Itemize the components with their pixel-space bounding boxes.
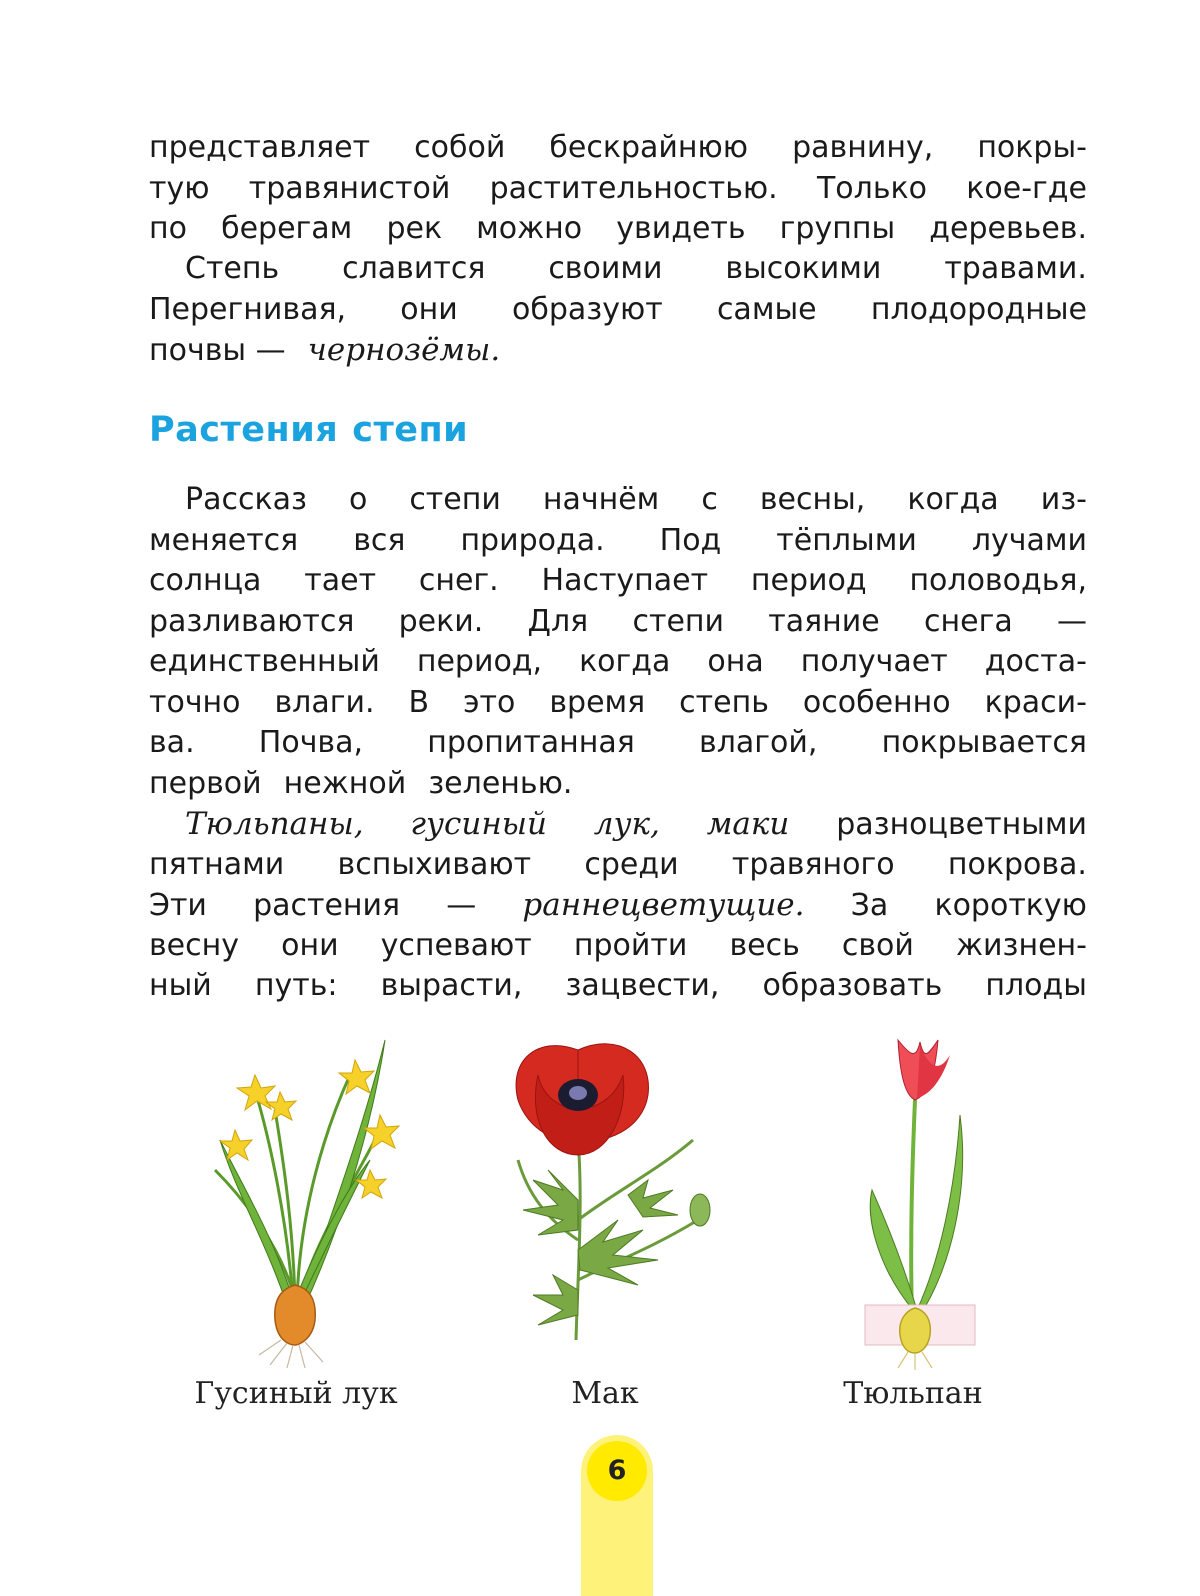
word: бескрайнюю <box>549 130 749 165</box>
text-line <box>149 480 1087 521</box>
word: половодья, <box>909 563 1087 598</box>
word: снега <box>924 603 1013 639</box>
text-line <box>149 683 1087 724</box>
word: природа. <box>460 522 605 558</box>
word: разливаются <box>149 603 355 639</box>
word: За <box>850 888 889 923</box>
word: она <box>707 644 764 679</box>
word: собой <box>414 130 506 165</box>
word: зеленью. <box>428 765 573 801</box>
word: жизнен- <box>955 927 1087 963</box>
word: из- <box>1040 482 1087 517</box>
word: ный <box>149 968 212 1003</box>
word: Наступает <box>541 563 709 598</box>
word: Перегнивая, <box>149 291 347 327</box>
term-poppies: маки <box>706 806 790 842</box>
word: период, <box>416 644 543 679</box>
word: зацвести, <box>565 968 720 1003</box>
word: можно <box>476 211 583 246</box>
word: среди <box>584 846 679 882</box>
word: степи <box>632 603 725 639</box>
text-line <box>149 642 1087 683</box>
text-line <box>149 764 1087 805</box>
text-line <box>149 290 1087 331</box>
word: по <box>149 211 187 246</box>
term-goose: гусиный <box>410 806 547 842</box>
word: успевают <box>380 927 532 963</box>
text-line <box>149 521 1087 562</box>
text-line <box>149 723 1087 764</box>
word: это <box>463 684 516 720</box>
word: первой <box>149 765 262 801</box>
word: влаги. <box>274 684 375 720</box>
word: степь <box>679 684 769 720</box>
word: Эти <box>149 888 207 923</box>
word: влагой, <box>699 725 818 760</box>
word: Степь <box>185 251 280 286</box>
word: тёплыми <box>776 522 917 558</box>
text-line <box>149 885 1087 926</box>
word: самые <box>716 291 817 327</box>
paragraph-spring <box>149 480 1087 1007</box>
word: тает <box>304 563 377 598</box>
word: высокими <box>725 251 882 286</box>
word: травами. <box>944 251 1087 286</box>
text-line <box>149 845 1087 886</box>
word: берегам <box>221 211 353 246</box>
word: — <box>446 888 477 923</box>
word: пятнами <box>149 846 285 882</box>
word: представляет <box>149 130 371 165</box>
word: покрывается <box>881 725 1087 760</box>
word: период <box>750 563 867 598</box>
word: реки. <box>398 603 484 639</box>
text-line <box>149 561 1087 602</box>
term-onion: лук, <box>593 806 660 842</box>
text-line <box>149 330 1087 371</box>
word: растения <box>253 888 401 923</box>
word: В <box>408 684 430 720</box>
word: своими <box>548 251 663 286</box>
word: получает <box>800 644 948 679</box>
word: пропитанная <box>427 725 635 760</box>
text-line <box>149 249 1087 290</box>
word: рек <box>386 211 443 246</box>
word: тую <box>149 170 210 206</box>
word: растительностью. <box>489 170 778 206</box>
term-chernozems: чернозёмы. <box>307 332 501 368</box>
word: Рассказ <box>185 482 307 517</box>
word: начнём <box>542 482 660 517</box>
text-line <box>149 926 1087 967</box>
poppy-illustration-icon <box>478 1020 738 1370</box>
word: деревьев. <box>929 211 1087 246</box>
word: образовать <box>762 968 943 1003</box>
word: травянистой <box>248 170 451 206</box>
word: с <box>701 482 718 517</box>
word: плодородные <box>870 291 1087 327</box>
word: точно <box>149 684 241 720</box>
word: образуют <box>511 291 663 327</box>
paragraph-intro <box>149 128 1087 250</box>
word: покры- <box>977 130 1087 165</box>
word: ва. <box>149 725 195 760</box>
text-line <box>149 209 1087 250</box>
word: Под <box>659 522 722 558</box>
word: доста- <box>984 644 1087 679</box>
word: степи <box>409 482 501 517</box>
text-line <box>149 966 1087 1007</box>
word: разноцветными <box>836 807 1087 842</box>
term-tulips: Тюльпаны, <box>185 806 364 842</box>
word: вся <box>353 522 406 558</box>
word: меняется <box>149 522 299 558</box>
word: вспыхивают <box>337 846 532 882</box>
word: вырасти, <box>380 968 523 1003</box>
word: о <box>348 482 368 517</box>
heading-word: степи <box>352 410 469 450</box>
page-number: 6 <box>587 1441 647 1501</box>
word: они <box>281 927 339 963</box>
word: единственный <box>149 644 380 679</box>
word: увидеть <box>616 211 746 246</box>
word: Для <box>527 603 589 639</box>
word: весь <box>729 927 800 963</box>
word: кое-где <box>966 170 1087 206</box>
word: лучами <box>971 522 1087 558</box>
section-heading <box>149 410 468 450</box>
word: равнину, <box>792 130 934 165</box>
word: солнца <box>149 563 262 598</box>
paragraph-steppe-grass <box>149 249 1087 371</box>
word: плоды <box>985 968 1087 1003</box>
word: короткую <box>934 888 1087 923</box>
word: нежной <box>283 765 407 801</box>
caption-poppy: Мак <box>571 1376 639 1411</box>
word: группы <box>779 211 896 246</box>
term-early-flowering: раннецветущие. <box>522 887 805 923</box>
word: весны, <box>759 482 866 517</box>
word: краси- <box>984 684 1087 720</box>
word: славится <box>342 251 486 286</box>
word: когда <box>907 482 999 517</box>
word: время <box>549 684 646 720</box>
text-line <box>149 128 1087 169</box>
word: Только <box>816 170 927 206</box>
word: снег. <box>418 563 499 598</box>
word: таяние <box>768 603 880 639</box>
caption-tulip: Тюльпан <box>843 1376 983 1411</box>
word: травяного <box>731 846 895 882</box>
text-line <box>149 169 1087 210</box>
word: весну <box>149 927 239 963</box>
word: свой <box>841 927 914 963</box>
word: — <box>1056 603 1087 639</box>
word: почвы — <box>149 333 286 368</box>
word: пройти <box>573 927 688 963</box>
word: покрова. <box>947 846 1087 882</box>
heading-word: Растения <box>149 410 339 450</box>
text-line <box>149 602 1087 643</box>
caption-goose-onion: Гусиный лук <box>194 1376 398 1411</box>
goose-onion-illustration-icon <box>175 1020 435 1370</box>
word: они <box>400 291 458 327</box>
word: путь: <box>254 968 338 1003</box>
text-line <box>149 804 1087 845</box>
word: особенно <box>802 684 951 720</box>
tulip-illustration-icon <box>820 1020 1080 1370</box>
word: когда <box>579 644 671 679</box>
word: Почва, <box>258 725 364 760</box>
